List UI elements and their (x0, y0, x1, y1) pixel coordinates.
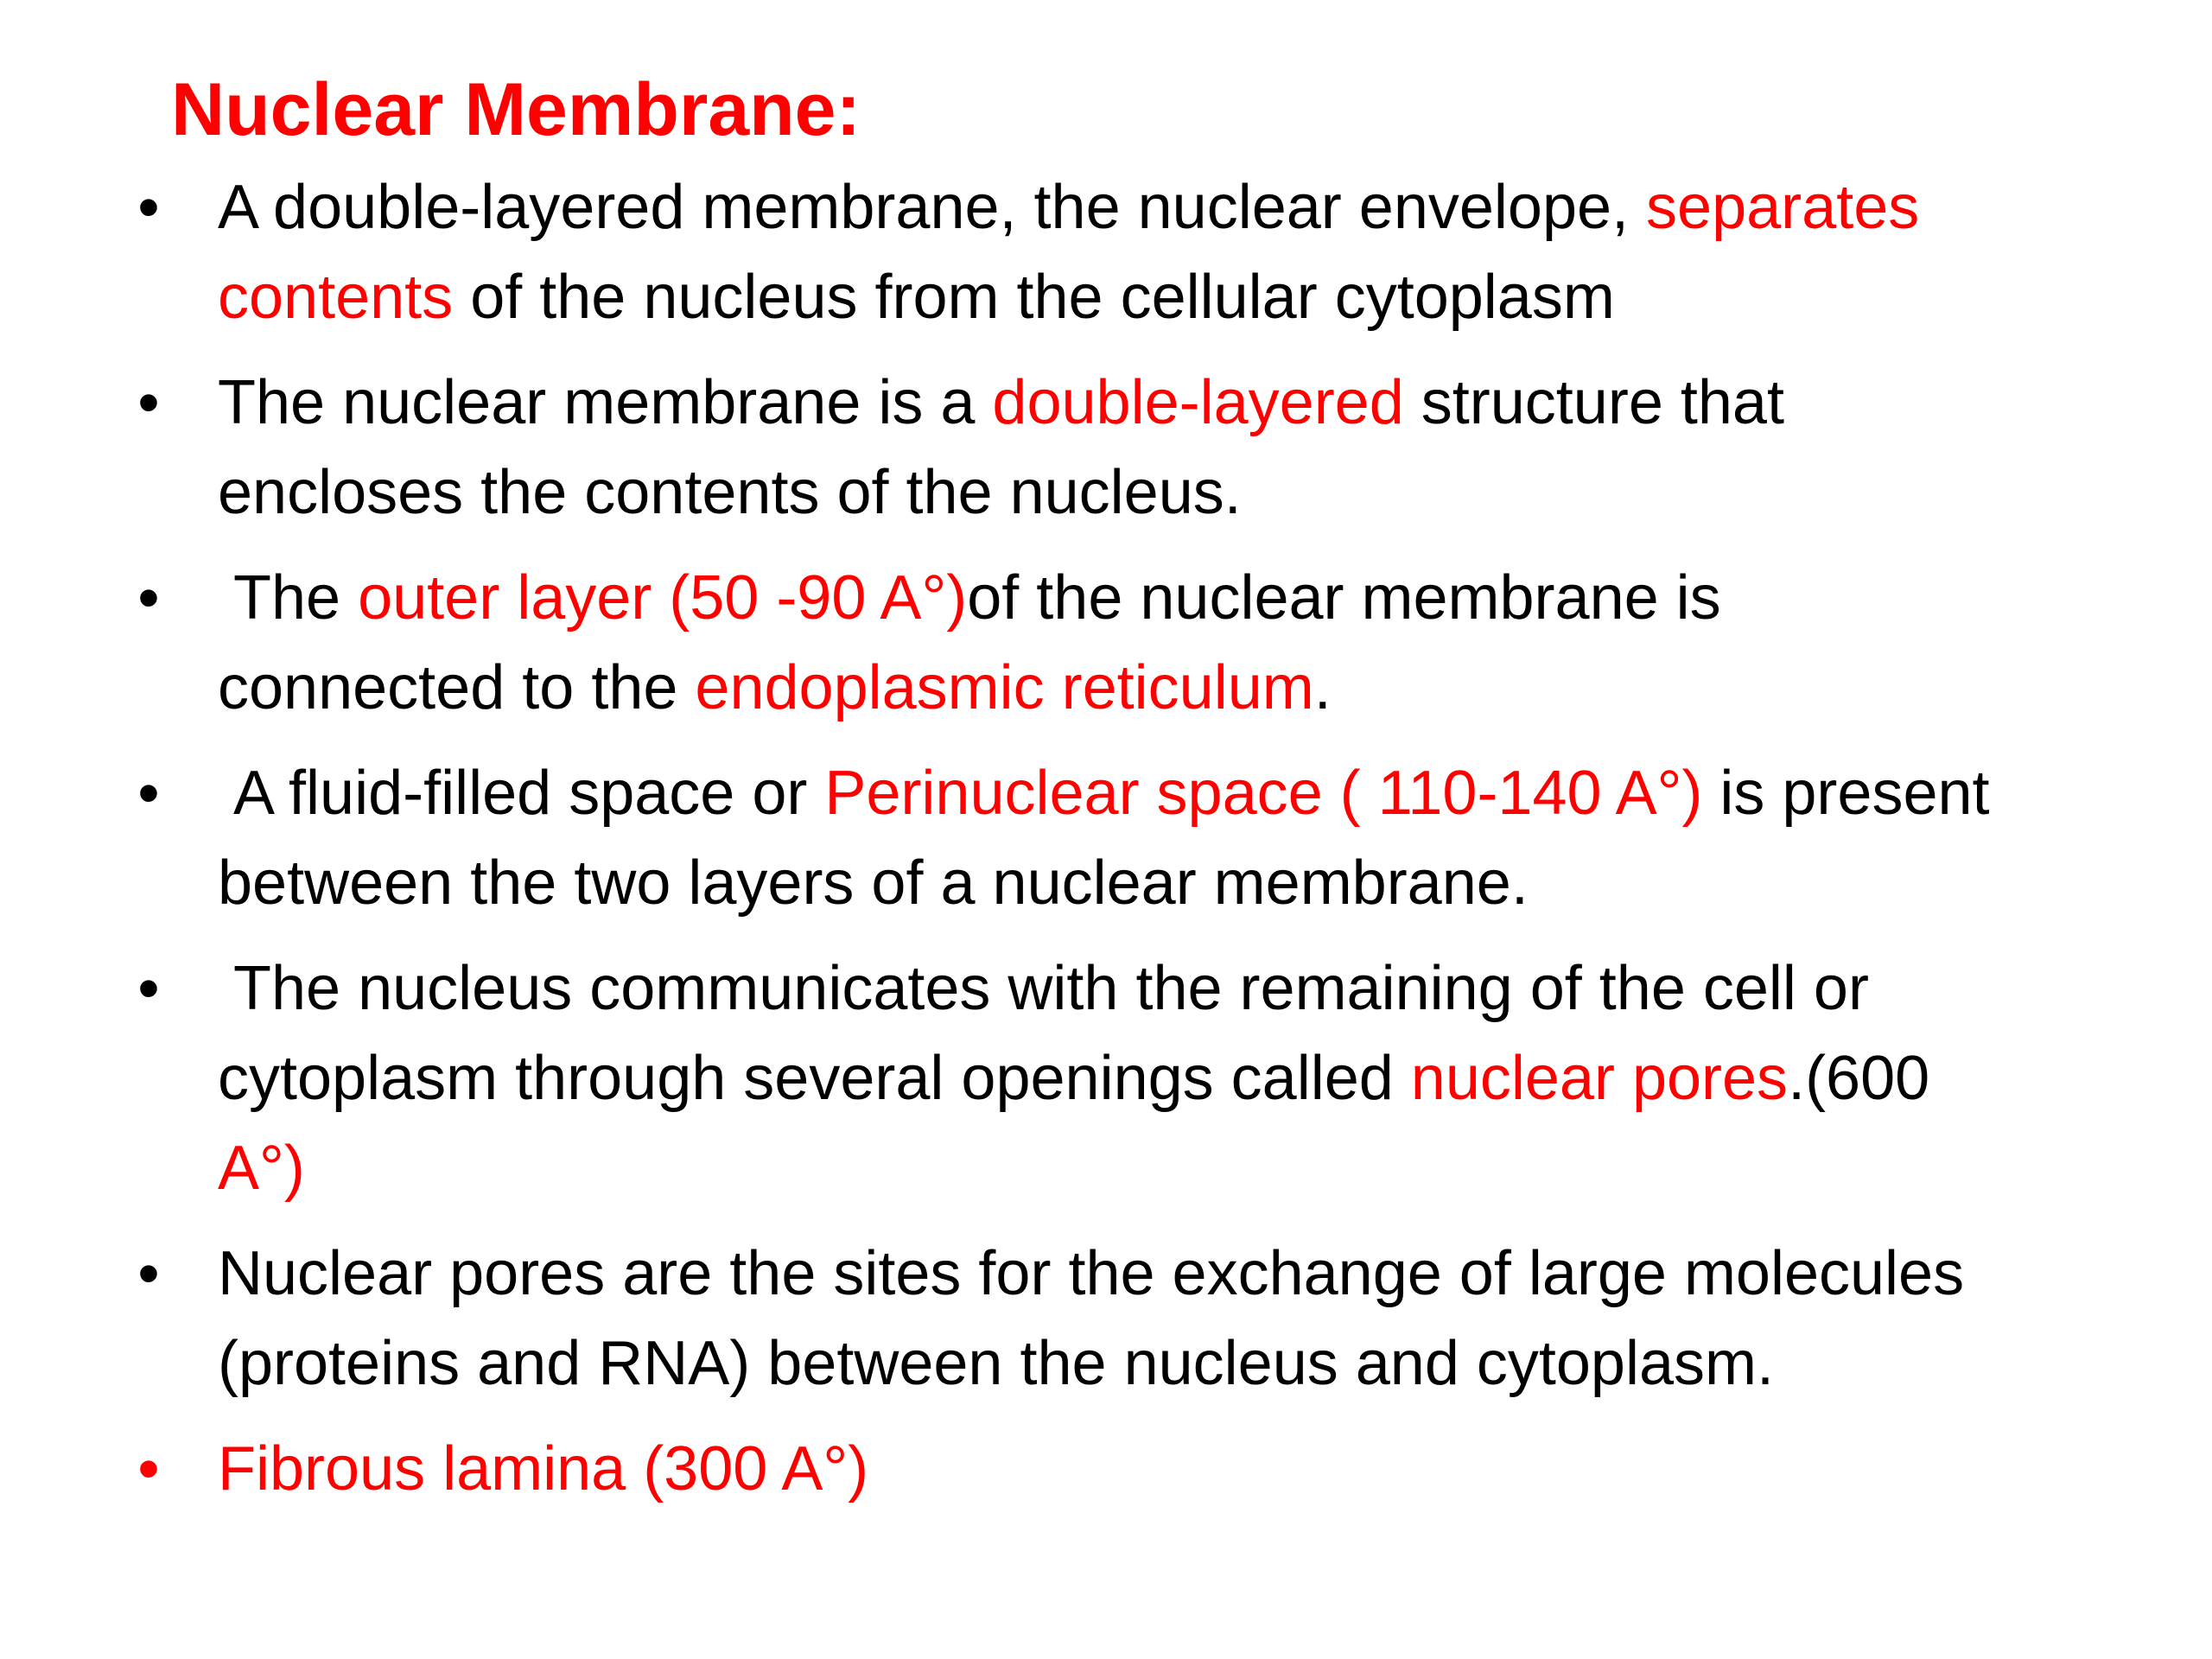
bullet-item (137, 748, 2171, 928)
highlight-text: Fibrous lamina (300 A°) (218, 1434, 869, 1503)
bullet-line (218, 553, 2171, 643)
bullet-text: A fluid-filled space or (233, 759, 825, 828)
bullet-item (137, 553, 2171, 733)
bullet-text: The nucleus communicates with the remaining of the cell or (233, 954, 1869, 1023)
bullet-dot: • (137, 1239, 160, 1308)
bullet-text: Nuclear pores are the sites for the exchange of large molecules (218, 1239, 1965, 1308)
bullet-line (218, 252, 2171, 342)
bullet-dot: • (137, 173, 160, 242)
bullet-line (218, 944, 2171, 1033)
bullet-item (137, 1229, 2171, 1408)
bullet-text: A double-layered membrane, the nuclear envelope, (218, 173, 1647, 242)
bullet-dot: • (137, 563, 160, 632)
bullet-line (218, 1229, 2171, 1319)
bullet-text: cytoplasm through several openings called (218, 1044, 1411, 1113)
bullet-dot: • (137, 368, 160, 437)
bullet-text: The (233, 563, 359, 632)
bullet-line (218, 1424, 2171, 1514)
highlight-text: outer layer (50 -90 A°) (358, 563, 968, 632)
bullet-line (218, 838, 2171, 928)
bullet-line (218, 1319, 2171, 1408)
highlight-text: Perinuclear space ( 110-140 A°) (824, 759, 1703, 828)
bullet-text: .(600 (1788, 1044, 1930, 1113)
bullet-text: The nuclear membrane is a (218, 368, 993, 437)
highlight-text: contents (218, 263, 454, 332)
bullet-item (137, 162, 2171, 342)
bullet-item (137, 944, 2171, 1213)
bullet-line (218, 748, 2171, 838)
bullet-line (218, 358, 2171, 448)
bullet-line (218, 162, 2171, 252)
bullet-line (218, 1033, 2171, 1123)
bullet-text: between the two layers of a nuclear membrane. (218, 849, 1529, 918)
highlight-text: nuclear pores (1410, 1044, 1789, 1113)
bullet-dot: • (137, 1434, 160, 1503)
highlight-text: endoplasmic reticulum (695, 653, 1314, 722)
highlight-text: separates (1646, 173, 1920, 242)
bullet-item (137, 1424, 2171, 1514)
bullet-line (218, 448, 2171, 537)
bullet-text: . (1313, 653, 1332, 722)
bullet-text: (proteins and RNA) between the nucleus and cytoplasm. (218, 1329, 1774, 1398)
highlight-text: double-layered (992, 368, 1404, 437)
slide-title: Nuclear Membrane: (171, 68, 861, 151)
highlight-text: A°) (218, 1134, 305, 1203)
bullet-text: connected to the (218, 653, 696, 722)
bullet-dot: • (137, 759, 160, 828)
bullet-line (218, 1123, 2171, 1213)
bullet-line (218, 643, 2171, 733)
bullet-text: of the nucleus from the cellular cytoplasm (453, 263, 1615, 332)
bullet-text: of the nuclear membrane is (967, 563, 1721, 632)
bullet-text: encloses the contents of the nucleus. (218, 458, 1242, 527)
bullet-dot: • (137, 954, 160, 1023)
bullet-text: is present (1702, 759, 1990, 828)
bullet-text: structure that (1403, 368, 1784, 437)
bullet-item (137, 358, 2171, 537)
